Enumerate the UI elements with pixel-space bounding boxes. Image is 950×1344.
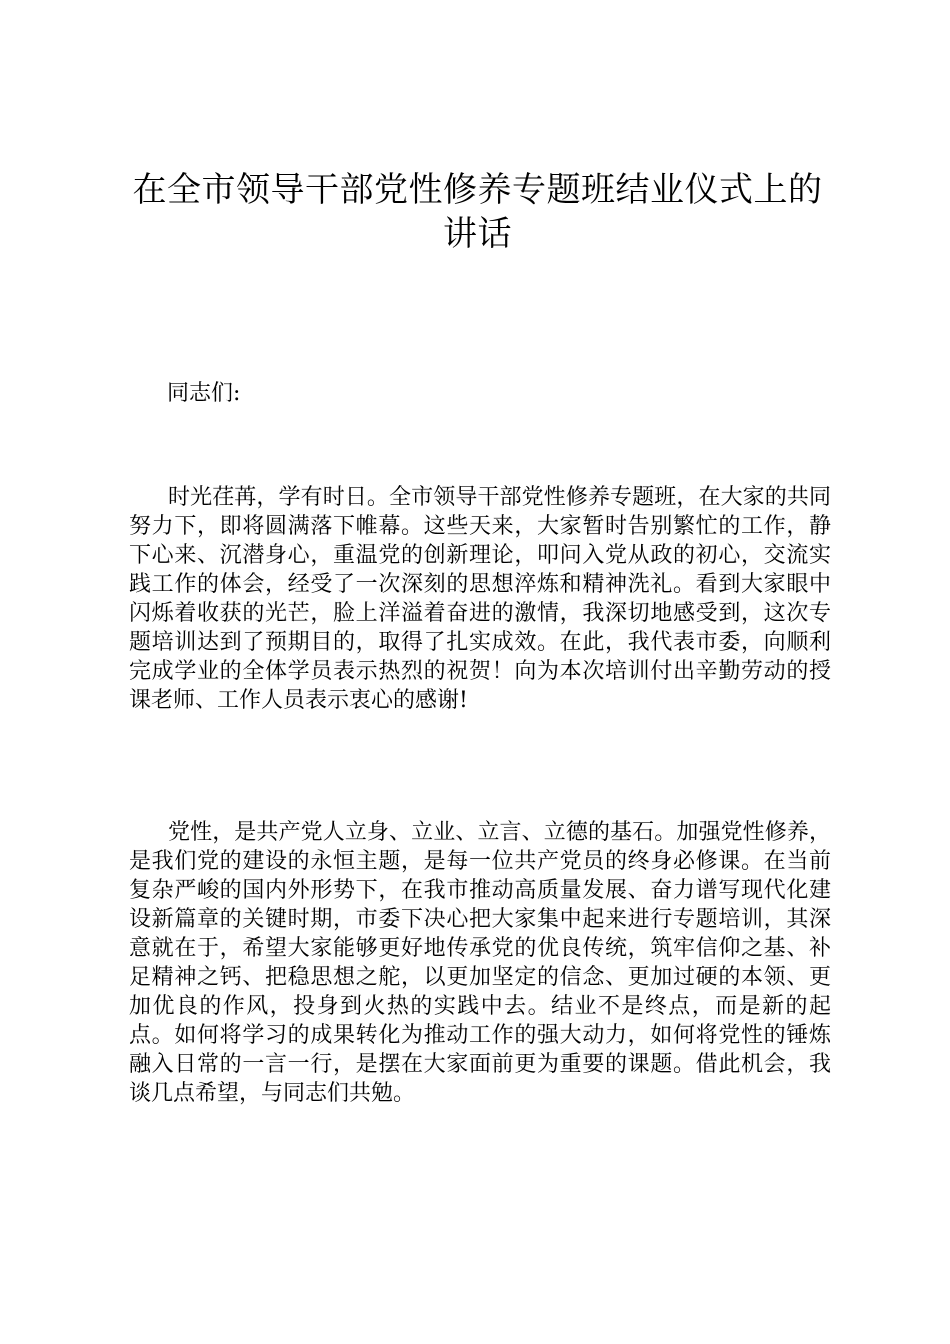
document-title: 在全市领导干部党性修养专题班结业仪式上的讲话: [132, 170, 823, 254]
salutation: 同志们:: [167, 381, 241, 406]
body-paragraph-2: 党性，是共产党人立身、立业、立言、立德的基石。加强党性修养，是我们党的建设的永恒主题，是每一位共产党员的终身必修课。在当前复杂严峻的国内外形势下，在我市推动高质量发展、奋力谱写现代化建设新篇章的关键时期，市委下决心把大家集中起来进行专题培训，其深意就在于，希望大家能够更好地传承党的优良传统，筑牢信仰之基、补足精神之钙、把稳思想之舵，以更加坚定的信念、更加过硬的本领、更加优良的作风，投身到火热的实践中去。结业不是终点，而是新的起点。如何将学习的成果转化为推动工作的强大动力，如何将党性的锤炼融入日常的一言一行，是摆在大家面前更为重要的课题。借此机会，我谈几点希望，与同志们共勉。: [129, 820, 831, 1106]
body-paragraph-1: 时光荏苒，学有时日。全市领导干部党性修养专题班，在大家的共同努力下，即将圆满落下帷幕。这些天来，大家暂时告别繁忙的工作，静下心来、沉潜身心，重温党的创新理论，叩问入党从政的初心，交流实践工作的体会，经受了一次深刻的思想淬炼和精神洗礼。看到大家眼中闪烁着收获的光芒，脸上洋溢着奋进的激情，我深切地感受到，这次专题培训达到了预期目的，取得了扎实成效。在此，我代表市委，向顺利完成学业的全体学员表示热烈的祝贺！向为本次培训付出辛勤劳动的授课老师、工作人员表示衷心的感谢!: [129, 485, 831, 713]
